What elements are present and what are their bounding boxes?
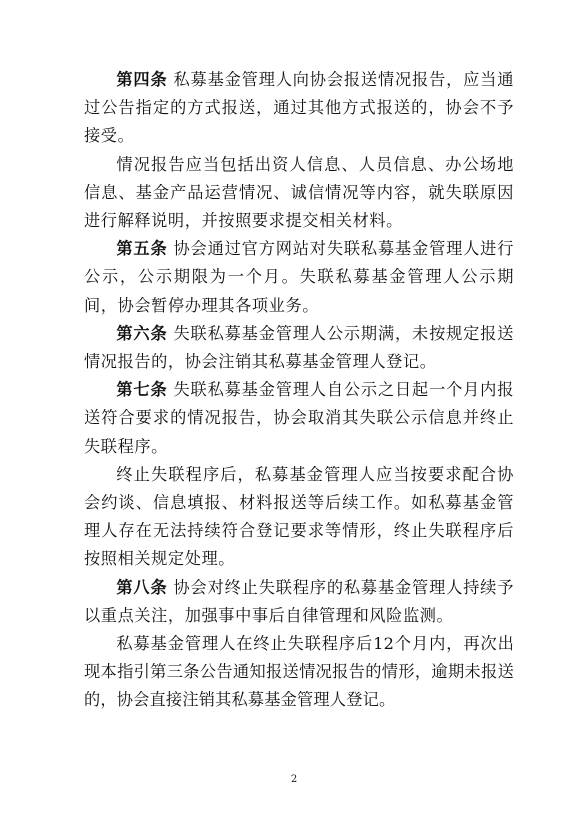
paragraph-report-contents <box>84 151 514 236</box>
paragraph-text: 私募基金管理人向协会报送情况报告，应当通过公告指定的方式报送，通过其他方式报送的，协会不予接受。 <box>84 70 515 146</box>
paragraph-text: 协会对终止失联程序的私募基金管理人持续予以重点关注，加强事中事后自律管理和风险监测。 <box>84 577 515 625</box>
page-number: 2 <box>290 774 298 785</box>
paragraph-text: 情况报告应当包括出资人信息、人员信息、办公场地信息、基金产品运营情况、诚信情况等内容，就失联原因进行解释说明，并按照要求提交相关材料。 <box>84 154 514 231</box>
paragraph-article-4 <box>84 66 514 151</box>
paragraph-text: 私募基金管理人在终止失联程序后12个月内，再次出现本指引第三条公告通知报送情况报告的情形，逾期未报送的，协会直接注销其私募基金管理人登记。 <box>84 634 514 710</box>
paragraph-text: 协会通过官方网站对失联私募基金管理人进行公示，公示期限为一个月。失联私募基金管理人公示期间，协会暂停办理其各项业务。 <box>84 239 515 315</box>
document-body <box>84 66 514 715</box>
article-heading: 第五条 <box>116 239 168 259</box>
article-heading: 第六条 <box>116 323 168 343</box>
paragraph-article-6 <box>84 320 514 376</box>
paragraph-text: 失联私募基金管理人公示期满，未按规定报送情况报告的，协会注销其私募基金管理人登记。 <box>84 323 515 372</box>
paragraph-article-5 <box>84 235 514 320</box>
paragraph-text: 失联私募基金管理人自公示之日起一个月内报送符合要求的情况报告，协会取消其失联公示信息并终止失联程序。 <box>84 380 515 456</box>
paragraph-article-8 <box>84 574 514 630</box>
paragraph-article-7 <box>84 376 514 461</box>
paragraph-post-termination <box>84 461 514 574</box>
article-heading: 第八条 <box>116 577 168 597</box>
paragraph-text: 终止失联程序后，私募基金管理人应当按要求配合协会约谈、信息填报、材料报送等后续工作。如私募基金管理人存在无法持续符合登记要求等情形，终止失联程序后按照相关规定处理。 <box>84 464 514 569</box>
paragraph-repeat-lost-contact <box>84 630 514 715</box>
article-heading: 第四条 <box>116 70 168 89</box>
article-heading: 第七条 <box>116 380 168 400</box>
